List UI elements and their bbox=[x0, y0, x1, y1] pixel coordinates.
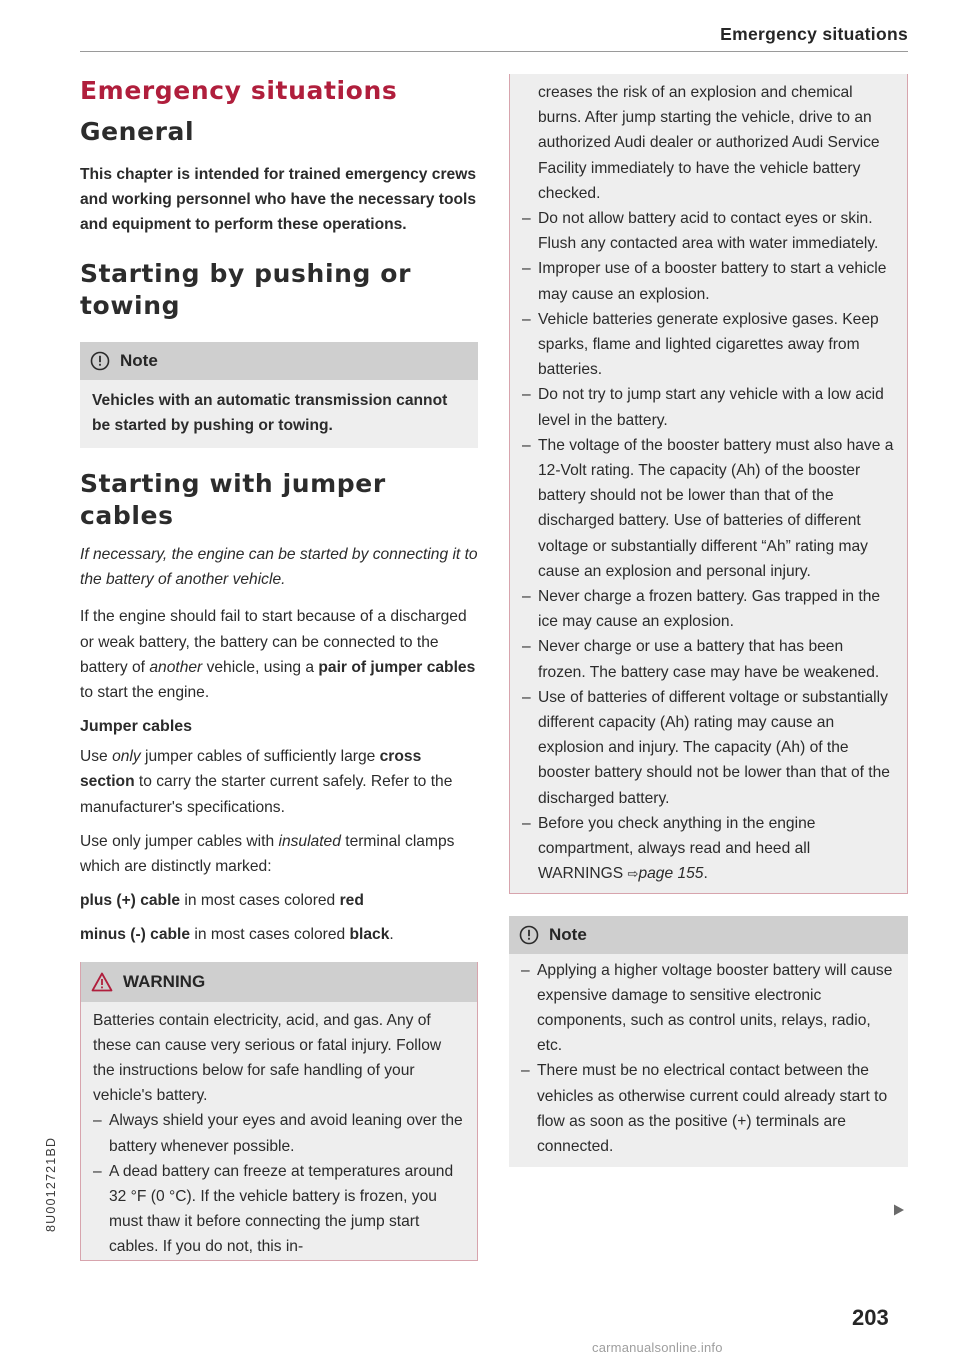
list-item: – Use of batteries of different voltage or substantially different capacity (Ah) rating may cause an explosion and injury. The capacity (Ah) of the booster battery should not be lower than that of the discharged battery. bbox=[522, 685, 895, 811]
running-header: Emergency situations bbox=[720, 24, 908, 44]
section-title-push-towing: Starting by pushing or towing bbox=[80, 258, 412, 320]
warning-body bbox=[81, 1002, 477, 1260]
note-text: Vehicles with an automatic transmission cannot be started by pushing or towing. bbox=[92, 391, 448, 434]
list-item: – Do not allow battery acid to contact eyes or skin. Flush any contacted area with water immediately. bbox=[522, 206, 895, 256]
note-header bbox=[80, 342, 478, 380]
list-item: – Vehicle batteries generate explosive gases. Keep sparks, flame and lighted cigarettes away from batteries. bbox=[522, 307, 895, 383]
list-item: – There must be no electrical contact between the vehicles as otherwise current could already start to flow as soon as the positive (+) terminals are connected. bbox=[521, 1058, 896, 1159]
page-number: 203 bbox=[852, 1305, 889, 1330]
list-item: – Never charge a frozen battery. Gas trapped in the ice may cause an explosion. bbox=[522, 584, 895, 634]
note-label: Note bbox=[120, 350, 158, 370]
warning-continued-box bbox=[509, 74, 908, 894]
section-title-general: General bbox=[80, 117, 195, 146]
minus-cable-line: minus (-) cable in most cases colored black. bbox=[80, 926, 394, 944]
list-item: – Before you check anything in the engine compartment, always read and heed all WARNINGS ⇨page 155. bbox=[522, 811, 895, 887]
note-body bbox=[80, 380, 478, 448]
note-circle-icon bbox=[519, 925, 539, 945]
list-item: – Do not try to jump start any vehicle with a low acid level in the battery. bbox=[522, 382, 895, 432]
warning-continued-text: creases the risk of an explosion and chemical burns. After jump starting the vehicle, drive to an authorized Audi dealer or authorized Audi Service Facility immediately to have the vehicle battery checked. bbox=[538, 84, 880, 202]
warning-list bbox=[93, 1108, 465, 1259]
list-item: – Applying a higher voltage booster battery will cause expensive damage to sensitive electronic components, such as control units, relays, radio, etc. bbox=[521, 958, 896, 1059]
page-reference-link[interactable]: page 155 bbox=[638, 865, 704, 883]
header-rule bbox=[80, 51, 908, 52]
watermark: carmanualsonline.info bbox=[592, 1340, 723, 1355]
note-box-push bbox=[80, 342, 478, 448]
note-circle-icon bbox=[90, 351, 110, 371]
list-item: – Never charge or use a battery that has been frozen. The battery case may have be weakened. bbox=[522, 634, 895, 684]
arrow-right-icon: ⇨ bbox=[627, 866, 639, 882]
section-title-jumper-cables: Starting with jumper cables bbox=[80, 469, 386, 531]
list-item: – Always shield your eyes and avoid leaning over the battery whenever possible. bbox=[93, 1108, 465, 1158]
warning-continued-list bbox=[522, 206, 895, 886]
list-item: – Improper use of a booster battery to start a vehicle may cause an explosion. bbox=[522, 256, 895, 306]
note-label: Note bbox=[549, 924, 587, 944]
side-document-code: 8U0012721BD bbox=[44, 1136, 58, 1232]
jump-intro: If necessary, the engine can be started by connecting it to the battery of another vehicle. bbox=[80, 546, 478, 589]
jump-paragraph-1: If the engine should fail to start because of a discharged or weak battery, the battery can be connected to the battery of another vehicle, using a pair of jumper cables to start the engine. bbox=[80, 608, 476, 702]
note-body bbox=[509, 954, 908, 1168]
right-column bbox=[509, 74, 908, 1173]
jumper-cables-heading: Jumper cables bbox=[80, 718, 193, 736]
list-item: – The voltage of the booster battery must also have a 12-Volt rating. The capacity (Ah) of the booster battery should not be lower than that of the discharged battery. Use of batteries of different voltage or substantially different “Ah” rating may cause an explosion and personal injury. bbox=[522, 433, 895, 584]
note-header bbox=[509, 916, 908, 954]
warning-intro: Batteries contain electricity, acid, and gas. Any of these can cause very serious or fatal injury. Follow the instructions below for safe handling of your vehicle's battery. bbox=[93, 1011, 442, 1105]
general-intro: This chapter is intended for trained emergency crews and working personnel who have the necessary tools and equipment to perform these operations. bbox=[80, 166, 477, 234]
jump-paragraph-3: Use only jumper cables with insulated terminal clamps which are distinctly marked: bbox=[80, 832, 455, 876]
list-item: – A dead battery can freeze at temperatures around 32 °F (0 °C). If the vehicle battery is frozen, you must thaw it before connecting the jump start cables. If you do not, this in- bbox=[93, 1159, 465, 1260]
chapter-title: Emergency situations bbox=[80, 76, 398, 105]
warning-header bbox=[81, 962, 477, 1002]
continue-triangle-icon bbox=[892, 1203, 906, 1222]
note-list bbox=[521, 958, 896, 1160]
jump-paragraph-2: Use only jumper cables of sufficiently large cross section to carry the starter current safely. Refer to the manufacturer's specifications. bbox=[80, 748, 453, 816]
warning-triangle-icon bbox=[91, 972, 113, 992]
warning-box bbox=[80, 962, 478, 1261]
warning-label: WARNING bbox=[123, 971, 206, 991]
plus-cable-line: plus (+) cable in most cases colored red bbox=[80, 892, 364, 910]
note-box-electrical bbox=[509, 916, 908, 1168]
left-column bbox=[80, 74, 478, 1261]
